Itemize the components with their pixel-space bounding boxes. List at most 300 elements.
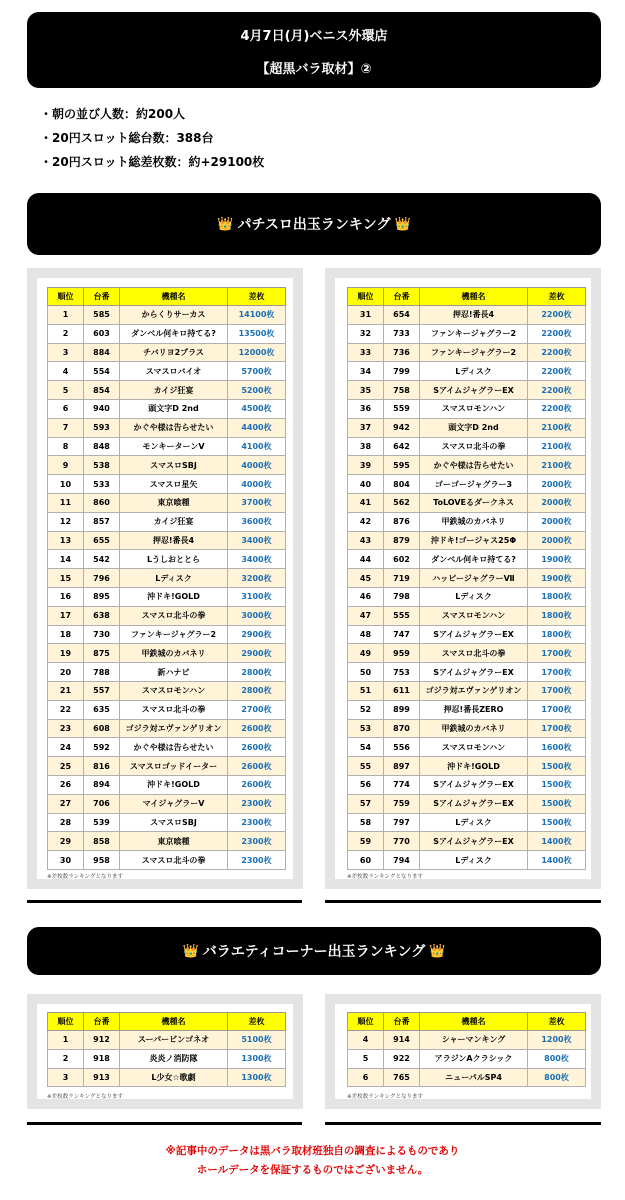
diff-cell: 1500枚 [528,813,586,832]
slot-ranking-table-left [47,287,286,870]
machine-name-cell: スマスロ星矢 [120,475,228,494]
diff-cell: 1700枚 [528,719,586,738]
machine-name-cell: ファンキージャグラー2 [420,343,528,362]
column-header: 機種名 [120,288,228,306]
machine-name-cell: 押忍!番長4 [420,306,528,325]
machine-name-cell: 沖ドキ!GOLD [120,587,228,606]
diff-cell: 1800枚 [528,606,586,625]
table-row [48,324,286,343]
table-row [48,343,286,362]
table-row [48,606,286,625]
ranking-note: ※差枚数ランキングとなります [47,1094,124,1100]
table-row [348,343,586,362]
machine-number-cell: 654 [384,306,420,325]
rank-cell: 49 [348,644,384,663]
rank-cell: 5 [348,1049,384,1068]
table-header-row [348,288,586,306]
table-row [348,381,586,400]
diff-cell: 3700枚 [228,493,286,512]
diff-cell: 1500枚 [528,794,586,813]
machine-name-cell: ゴーゴージャグラー3 [420,475,528,494]
machine-number-cell: 913 [84,1068,120,1087]
diff-cell: 3100枚 [228,587,286,606]
table-row [348,851,586,870]
column-header: 差枚 [528,1013,586,1031]
rank-cell: 1 [48,1031,84,1050]
table-row [348,1049,586,1068]
rank-cell: 27 [48,794,84,813]
machine-number-cell: 959 [384,644,420,663]
rank-cell: 47 [348,606,384,625]
machine-name-cell: 東京喰種 [120,832,228,851]
table-row [348,306,586,325]
diff-cell: 800枚 [528,1068,586,1087]
table-header-row [48,288,286,306]
machine-name-cell: スマスロ北斗の拳 [420,644,528,663]
slot-ranking-banner [27,193,601,255]
table-row [348,437,586,456]
table-row [48,456,286,475]
disclaimer-line-2: ホールデータを保証するものではございません。 [196,1164,429,1176]
machine-name-cell: SアイムジャグラーEX [420,794,528,813]
diff-cell: 4000枚 [228,456,286,475]
diff-cell: 2600枚 [228,757,286,776]
header-banner [27,12,601,88]
machine-number-cell: 592 [84,738,120,757]
rank-cell: 54 [348,738,384,757]
diff-cell: 2100枚 [528,437,586,456]
rank-cell: 53 [348,719,384,738]
machine-name-cell: Lディスク [420,813,528,832]
machine-number-cell: 559 [384,399,420,418]
table-row [48,775,286,794]
diff-cell: 2000枚 [528,475,586,494]
rank-cell: 51 [348,681,384,700]
table-row [48,738,286,757]
diff-cell: 1700枚 [528,644,586,663]
machine-name-cell: スマスロバイオ [120,362,228,381]
diff-cell: 2600枚 [228,738,286,757]
diff-cell: 1300枚 [228,1049,286,1068]
machine-number-cell: 638 [84,606,120,625]
rank-cell: 2 [48,1049,84,1068]
machine-number-cell: 799 [384,362,420,381]
diff-cell: 1700枚 [528,663,586,682]
rank-cell: 45 [348,569,384,588]
machine-number-cell: 593 [84,418,120,437]
rank-cell: 31 [348,306,384,325]
table-row [48,625,286,644]
rank-cell: 41 [348,493,384,512]
diff-cell: 2200枚 [528,343,586,362]
machine-name-cell: スマスロ北斗の拳 [120,851,228,870]
diff-cell: 2600枚 [228,775,286,794]
machine-name-cell: Lうしおととら [120,550,228,569]
machine-name-cell: かぐや様は告らせたい [120,418,228,437]
rank-cell: 56 [348,775,384,794]
table-row [48,1068,286,1087]
divider-line [325,900,601,903]
machine-number-cell: 788 [84,663,120,682]
rank-cell: 52 [348,700,384,719]
diff-cell: 2300枚 [228,832,286,851]
machine-name-cell: SアイムジャグラーEX [420,775,528,794]
machine-name-cell: スマスロ北斗の拳 [120,700,228,719]
diff-cell: 1600枚 [528,738,586,757]
machine-name-cell: 新ハナビ [120,663,228,682]
summary-machines: ・20円スロット総台数：388台 [40,131,214,145]
table-row [48,813,286,832]
machine-name-cell: 頭文字D 2nd [420,418,528,437]
table-row [48,493,286,512]
rank-cell: 16 [48,587,84,606]
machine-name-cell: ゴジラ対エヴァンゲリオン [120,719,228,738]
table-row [48,719,286,738]
table-row [348,475,586,494]
diff-cell: 1500枚 [528,775,586,794]
machine-number-cell: 922 [384,1049,420,1068]
machine-number-cell: 608 [84,719,120,738]
machine-name-cell: かぐや様は告らせたい [420,456,528,475]
diff-cell: 4000枚 [228,475,286,494]
rank-cell: 15 [48,569,84,588]
rank-cell: 30 [48,851,84,870]
machine-name-cell: SアイムジャグラーEX [420,832,528,851]
machine-number-cell: 870 [384,719,420,738]
machine-number-cell: 603 [84,324,120,343]
column-header: 機種名 [420,288,528,306]
rank-cell: 39 [348,456,384,475]
table-row [348,362,586,381]
diff-cell: 3200枚 [228,569,286,588]
table-row [348,418,586,437]
machine-number-cell: 602 [384,550,420,569]
table-row [348,1068,586,1087]
rank-cell: 4 [48,362,84,381]
table-row [48,644,286,663]
machine-number-cell: 857 [84,512,120,531]
crown-icon: 👑 [182,943,199,959]
machine-name-cell: チバリヨ2プラス [120,343,228,362]
table-row [348,550,586,569]
diff-cell: 2200枚 [528,362,586,381]
machine-number-cell: 759 [384,794,420,813]
machine-name-cell: 押忍!番長4 [120,531,228,550]
table-row [48,681,286,700]
diff-cell: 3000枚 [228,606,286,625]
diff-cell: 4400枚 [228,418,286,437]
table-row [48,700,286,719]
machine-name-cell: マイジャグラーV [120,794,228,813]
machine-number-cell: 557 [84,681,120,700]
rank-cell: 22 [48,700,84,719]
table-row [348,493,586,512]
machine-number-cell: 753 [384,663,420,682]
machine-name-cell: ダンベル何キロ持てる? [120,324,228,343]
divider-line [27,900,302,903]
table-row [348,738,586,757]
diff-cell: 3600枚 [228,512,286,531]
machine-name-cell: L少女☆歌劇 [120,1068,228,1087]
table-row [348,832,586,851]
column-header: 順位 [348,288,384,306]
machine-name-cell: 甲鉄城のカバネリ [420,512,528,531]
machine-name-cell: 頭文字D 2nd [120,399,228,418]
machine-number-cell: 848 [84,437,120,456]
rank-cell: 6 [348,1068,384,1087]
machine-number-cell: 555 [384,606,420,625]
machine-number-cell: 747 [384,625,420,644]
table-row [348,813,586,832]
machine-number-cell: 533 [84,475,120,494]
variety-ranking-title: バラエティコーナー出玉ランキング [202,944,426,960]
machine-number-cell: 942 [384,418,420,437]
rank-cell: 50 [348,663,384,682]
rank-cell: 59 [348,832,384,851]
column-header: 差枚 [228,288,286,306]
report-subtitle: 【超黒バラ取材】② [256,62,372,77]
table-header-row [48,1013,286,1031]
rank-cell: 6 [48,399,84,418]
diff-cell: 800枚 [528,1049,586,1068]
slot-ranking-table-right [347,287,586,870]
machine-number-cell: 860 [84,493,120,512]
machine-name-cell: からくりサーカス [120,306,228,325]
rank-cell: 32 [348,324,384,343]
table-row [348,587,586,606]
store-title: 4月7日(月)ベニス外環店 [240,29,388,44]
table-row [48,512,286,531]
rank-cell: 5 [48,381,84,400]
machine-number-cell: 894 [84,775,120,794]
diff-cell: 2200枚 [528,399,586,418]
rank-cell: 24 [48,738,84,757]
variety-ranking-table-right [347,1012,586,1087]
machine-name-cell: スマスロ北斗の拳 [120,606,228,625]
table-row [48,1031,286,1050]
diff-cell: 2800枚 [228,663,286,682]
diff-cell: 1900枚 [528,550,586,569]
diff-cell: 2000枚 [528,531,586,550]
rank-cell: 17 [48,606,84,625]
diff-cell: 1800枚 [528,625,586,644]
rank-cell: 34 [348,362,384,381]
machine-name-cell: ファンキージャグラー2 [120,625,228,644]
table-row [48,569,286,588]
table-row [348,794,586,813]
rank-cell: 44 [348,550,384,569]
column-header: 台番 [384,1013,420,1031]
machine-name-cell: Lディスク [120,569,228,588]
table-row [48,418,286,437]
table-row [48,587,286,606]
column-header: 差枚 [528,288,586,306]
table-row [348,719,586,738]
diff-cell: 4500枚 [228,399,286,418]
machine-number-cell: 736 [384,343,420,362]
machine-number-cell: 585 [84,306,120,325]
machine-name-cell: ニューパルSP4 [420,1068,528,1087]
table-row [348,399,586,418]
rank-cell: 23 [48,719,84,738]
diff-cell: 2100枚 [528,418,586,437]
rank-cell: 2 [48,324,84,343]
machine-name-cell: カイジ狂宴 [120,512,228,531]
rank-cell: 25 [48,757,84,776]
rank-cell: 48 [348,625,384,644]
column-header: 機種名 [420,1013,528,1031]
diff-cell: 2000枚 [528,493,586,512]
machine-name-cell: 炎炎ノ消防隊 [120,1049,228,1068]
diff-cell: 5100枚 [228,1031,286,1050]
diff-cell: 1400枚 [528,832,586,851]
machine-number-cell: 562 [384,493,420,512]
diff-cell: 2300枚 [228,851,286,870]
machine-number-cell: 940 [84,399,120,418]
rank-cell: 40 [348,475,384,494]
table-row [348,324,586,343]
table-header-row [348,1013,586,1031]
diff-cell: 3400枚 [228,550,286,569]
machine-number-cell: 918 [84,1049,120,1068]
diff-cell: 1900枚 [528,569,586,588]
disclaimer-line-1: ※記事中のデータは黒バラ取材班独自の調査によるものであり [165,1145,460,1157]
machine-name-cell: 押忍!番長ZERO [420,700,528,719]
machine-name-cell: スマスロモンハン [420,399,528,418]
machine-number-cell: 912 [84,1031,120,1050]
column-header: 順位 [48,288,84,306]
machine-name-cell: Lディスク [420,587,528,606]
machine-name-cell: スマスロゴッドイーター [120,757,228,776]
table-row [348,644,586,663]
rank-cell: 10 [48,475,84,494]
rank-cell: 21 [48,681,84,700]
machine-name-cell: Lディスク [420,851,528,870]
table-row [348,512,586,531]
table-row [348,606,586,625]
table-row [48,757,286,776]
rank-cell: 8 [48,437,84,456]
ranking-note: ※差枚数ランキングとなります [347,874,424,880]
diff-cell: 2700枚 [228,700,286,719]
column-header: 台番 [84,1013,120,1031]
rank-cell: 20 [48,663,84,682]
rank-cell: 9 [48,456,84,475]
machine-number-cell: 958 [84,851,120,870]
variety-ranking-table-left [47,1012,286,1087]
machine-number-cell: 895 [84,587,120,606]
machine-name-cell: スマスロ北斗の拳 [420,437,528,456]
rank-cell: 60 [348,851,384,870]
machine-number-cell: 816 [84,757,120,776]
machine-name-cell: スマスロSBJ [120,456,228,475]
rank-cell: 35 [348,381,384,400]
machine-name-cell: 沖ドキ!GOLD [420,757,528,776]
rank-cell: 33 [348,343,384,362]
diff-cell: 2200枚 [528,306,586,325]
machine-number-cell: 798 [384,587,420,606]
machine-number-cell: 804 [384,475,420,494]
table-row [48,437,286,456]
diff-cell: 1300枚 [228,1068,286,1087]
rank-cell: 43 [348,531,384,550]
machine-number-cell: 765 [384,1068,420,1087]
rank-cell: 38 [348,437,384,456]
table-row [48,399,286,418]
machine-name-cell: ゴジラ対エヴァンゲリオン [420,681,528,700]
machine-name-cell: SアイムジャグラーEX [420,381,528,400]
rank-cell: 46 [348,587,384,606]
machine-number-cell: 730 [84,625,120,644]
column-header: 機種名 [120,1013,228,1031]
rank-cell: 13 [48,531,84,550]
machine-name-cell: スマスロモンハン [120,681,228,700]
diff-cell: 2100枚 [528,456,586,475]
machine-name-cell: カイジ狂宴 [120,381,228,400]
machine-number-cell: 642 [384,437,420,456]
machine-number-cell: 758 [384,381,420,400]
summary-diff: ・20円スロット総差枚数：約+29100枚 [40,155,265,169]
table-row [348,700,586,719]
rank-cell: 58 [348,813,384,832]
machine-number-cell: 875 [84,644,120,663]
table-row [348,625,586,644]
rank-cell: 7 [48,418,84,437]
machine-name-cell: 東京喰種 [120,493,228,512]
diff-cell: 2300枚 [228,794,286,813]
machine-name-cell: モンキーターンV [120,437,228,456]
rank-cell: 36 [348,399,384,418]
rank-cell: 55 [348,757,384,776]
machine-number-cell: 538 [84,456,120,475]
rank-cell: 28 [48,813,84,832]
machine-number-cell: 796 [84,569,120,588]
table-row [348,663,586,682]
machine-name-cell: アラジンAクラシック [420,1049,528,1068]
summary-list [40,102,264,174]
rank-cell: 37 [348,418,384,437]
table-row [348,569,586,588]
diff-cell: 1700枚 [528,700,586,719]
machine-number-cell: 542 [84,550,120,569]
variety-ranking-banner [27,927,601,975]
machine-name-cell: ファンキージャグラー2 [420,324,528,343]
rank-cell: 11 [48,493,84,512]
diff-cell: 2600枚 [228,719,286,738]
diff-cell: 13500枚 [228,324,286,343]
table-row [48,362,286,381]
table-row [48,381,286,400]
rank-cell: 12 [48,512,84,531]
machine-name-cell: ハッピージャグラーⅦ [420,569,528,588]
table-row [48,475,286,494]
table-row [48,1049,286,1068]
diff-cell: 5700枚 [228,362,286,381]
table-row [48,550,286,569]
machine-number-cell: 554 [84,362,120,381]
rank-cell: 26 [48,775,84,794]
table-row [48,531,286,550]
diff-cell: 4100枚 [228,437,286,456]
divider-line [325,1122,601,1125]
machine-name-cell: スマスロモンハン [420,738,528,757]
machine-number-cell: 794 [384,851,420,870]
table-row [348,775,586,794]
diff-cell: 5200枚 [228,381,286,400]
machine-number-cell: 897 [384,757,420,776]
machine-name-cell: 沖ドキ!ゴージャス25Φ [420,531,528,550]
machine-name-cell: シャーマンキング [420,1031,528,1050]
